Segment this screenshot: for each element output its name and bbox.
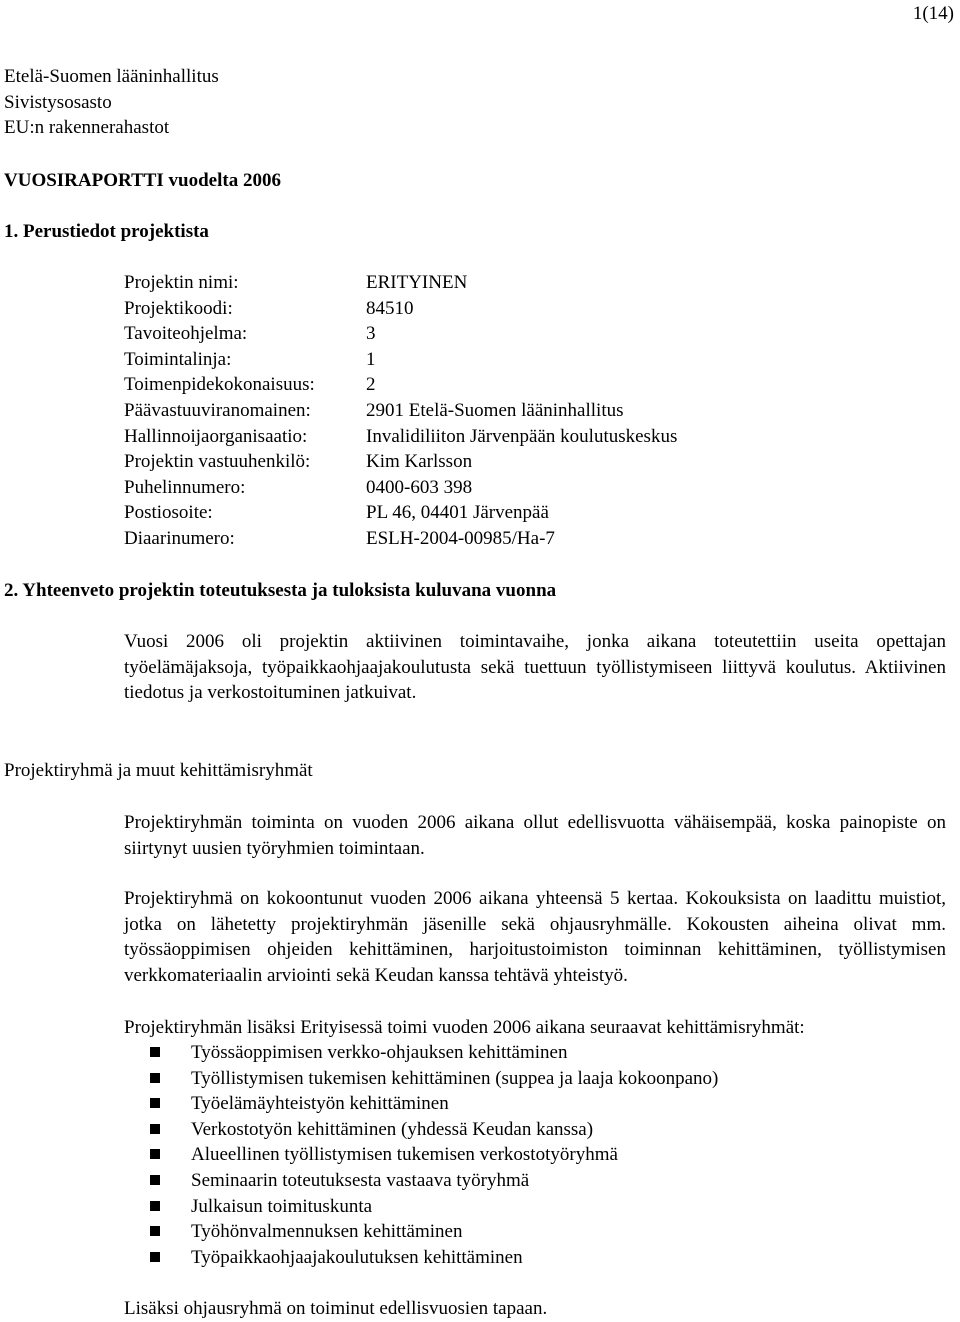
- development-groups-list: [150, 1040, 718, 1270]
- square-bullet-icon: [150, 1201, 160, 1211]
- list-item-text: Työelämäyhteistyön kehittäminen: [191, 1093, 449, 1115]
- groups-paragraph: Projektiryhmän toiminta on vuoden 2006 aikana ollut edellisvuotta vähäisempää, koska painopiste on siirtynyt uusien työryhmien toimintaan.: [124, 812, 946, 859]
- info-label: Puhelinnumero:: [124, 476, 246, 498]
- list-item: [150, 1168, 718, 1194]
- organization-name: Etelä-Suomen lääninhallitus: [4, 66, 219, 87]
- info-value: 2901 Etelä-Suomen lääninhallitus: [366, 399, 624, 421]
- list-item-text: Työpaikkaohjaajakoulutuksen kehittäminen: [191, 1246, 523, 1268]
- info-label: Tavoiteohjelma:: [124, 323, 248, 345]
- summary-paragraph: Vuosi 2006 oli projektin aktiivinen toimintavaihe, jonka aikana toteutettiin useita opettajan työelämäjaksoja, työpaikkaohjaajakoulutusta sekä tuettuun työllistymiseen liittyvä koulutus. Aktiivinen tiedotus ja verkostoituminen jatkuivat.: [124, 631, 946, 703]
- report-title: VUOSIRAPORTTI vuodelta 2006: [4, 170, 281, 191]
- info-label: Toimintalinja:: [124, 348, 232, 370]
- square-bullet-icon: [150, 1226, 160, 1236]
- square-bullet-icon: [150, 1124, 160, 1134]
- list-item: [150, 1194, 718, 1220]
- info-value: 0400-603 398: [366, 476, 473, 498]
- closing-line: Lisäksi ohjausryhmä on toiminut edellisvuosien tapaan.: [124, 1298, 548, 1319]
- page-number: 1(14): [912, 3, 954, 24]
- list-item-text: Julkaisun toimituskunta: [191, 1195, 373, 1217]
- info-value: PL 46, 04401 Järvenpää: [366, 502, 549, 524]
- square-bullet-icon: [150, 1098, 160, 1108]
- info-value: 3: [366, 323, 376, 345]
- list-item-text: Alueellinen työllistymisen tukemisen verkostotyöryhmä: [191, 1144, 618, 1166]
- info-value: Kim Karlsson: [366, 451, 473, 473]
- list-item: [150, 1091, 718, 1117]
- info-label: Toimenpidekokonaisuus:: [124, 374, 315, 396]
- info-label: Diaarinumero:: [124, 527, 235, 549]
- list-item-text: Työssäoppimisen verkko-ohjauksen kehittäminen: [191, 1042, 568, 1063]
- info-value: 2: [366, 374, 376, 396]
- groups-paragraph: Projektiryhmän lisäksi Erityisessä toimi vuoden 2006 aikana seuraavat kehittämisryhmät:: [124, 1017, 805, 1038]
- groups-paragraph: Projektiryhmä on kokoontunut vuoden 2006 aikana yhteensä 5 kertaa. Kokouksista on laadittu muistiot, jotka on lähetetty projektiryhmän jäsenille sekä ohjausryhmälle. Kokousten aiheina olivat mm. työssäoppimisen ohjeiden kehittäminen, harjoitustoimiston toiminnan kehittäminen, työllistymisen verkkomateriaalin arviointi sekä Keudan kanssa tehtävä yhteistyö.: [124, 888, 946, 986]
- list-item-text: Työhönvalmennuksen kehittäminen: [191, 1221, 463, 1243]
- info-value: ERITYINEN: [366, 272, 468, 293]
- list-item: [150, 1066, 718, 1092]
- square-bullet-icon: [150, 1073, 160, 1083]
- list-item: [150, 1040, 718, 1066]
- info-label: Hallinnoijaorganisaatio:: [124, 425, 308, 447]
- section2-heading: 2. Yhteenveto projektin toteutuksesta ja tuloksista kuluvana vuonna: [4, 580, 557, 601]
- list-item: [150, 1219, 718, 1245]
- info-value: ESLH-2004-00985/Ha-7: [366, 527, 555, 549]
- list-item-text: Työllistymisen tukemisen kehittäminen (suppea ja laaja kokoonpano): [191, 1067, 719, 1089]
- square-bullet-icon: [150, 1252, 160, 1262]
- list-item: [150, 1142, 718, 1168]
- list-item-text: Seminaarin toteutuksesta vastaava työryhmä: [191, 1169, 530, 1191]
- info-label: Postiosoite:: [124, 502, 213, 524]
- info-value: 1: [366, 348, 376, 370]
- department-name: Sivistysosasto: [4, 91, 112, 113]
- square-bullet-icon: [150, 1047, 160, 1057]
- info-label: Päävastuuviranomainen:: [124, 399, 311, 421]
- list-item: [150, 1245, 718, 1271]
- list-item-text: Verkostotyön kehittäminen (yhdessä Keudan kanssa): [191, 1118, 594, 1140]
- list-item: [150, 1117, 718, 1143]
- organization-block: [4, 64, 219, 141]
- info-label: Projektin nimi:: [124, 272, 239, 293]
- groups-heading: Projektiryhmä ja muut kehittämisryhmät: [4, 760, 313, 781]
- info-value: 84510: [366, 297, 414, 319]
- unit-name: EU:n rakennerahastot: [4, 117, 170, 138]
- info-label: Projektikoodi:: [124, 297, 233, 319]
- info-label: Projektin vastuuhenkilö:: [124, 451, 311, 473]
- section1-heading: 1. Perustiedot projektista: [4, 221, 209, 242]
- square-bullet-icon: [150, 1149, 160, 1159]
- info-value: Invalidiliiton Järvenpään koulutuskeskus: [366, 425, 678, 447]
- square-bullet-icon: [150, 1175, 160, 1185]
